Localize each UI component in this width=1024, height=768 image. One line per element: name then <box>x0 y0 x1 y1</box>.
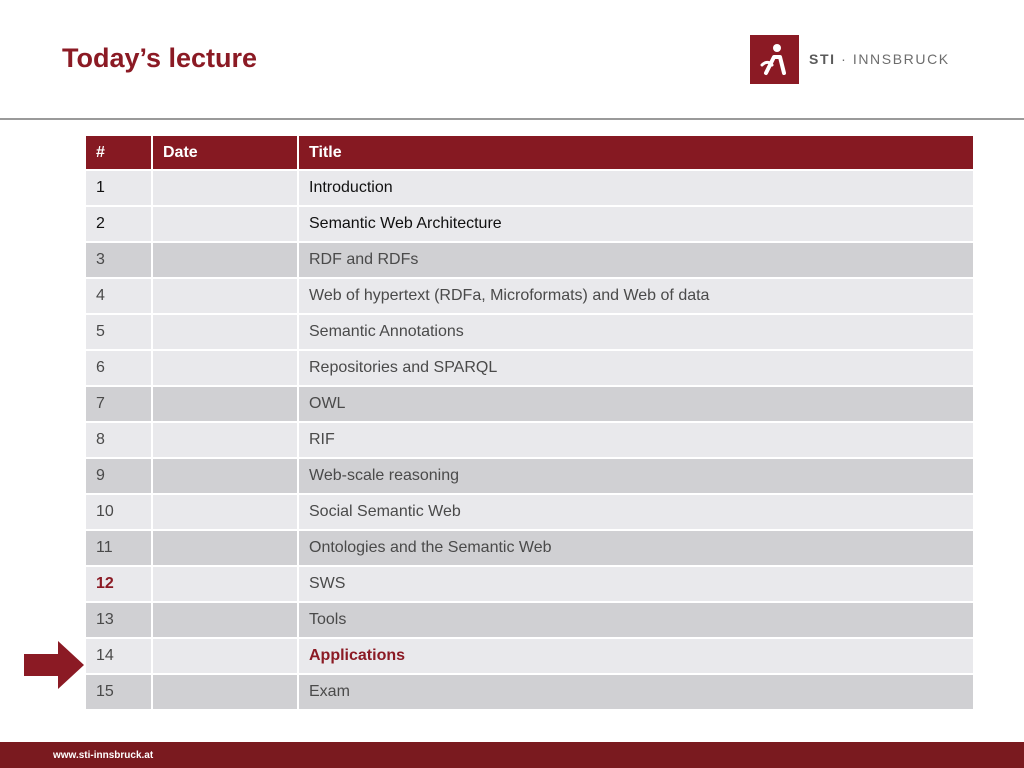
row-title: Web-scale reasoning <box>298 458 973 494</box>
table-row <box>86 278 973 314</box>
row-number: 9 <box>86 458 152 494</box>
row-number: 5 <box>86 314 152 350</box>
row-date <box>152 422 298 458</box>
row-title: Social Semantic Web <box>298 494 973 530</box>
row-date <box>152 170 298 206</box>
header-number: # <box>86 136 152 170</box>
row-date <box>152 242 298 278</box>
table-row <box>86 458 973 494</box>
table-row <box>86 242 973 278</box>
table-row <box>86 638 973 674</box>
row-title: Applications <box>298 638 973 674</box>
row-number: 3 <box>86 242 152 278</box>
row-title: SWS <box>298 566 973 602</box>
header-title: Title <box>298 136 973 170</box>
row-title: RIF <box>298 422 973 458</box>
logo-separator: · <box>841 51 848 67</box>
row-title: Web of hypertext (RDFa, Microformats) and Web of data <box>298 278 973 314</box>
row-date <box>152 674 298 709</box>
logo-text <box>809 51 950 67</box>
row-title: Exam <box>298 674 973 709</box>
table-row <box>86 530 973 566</box>
row-title: Semantic Annotations <box>298 314 973 350</box>
row-number: 14 <box>86 638 152 674</box>
table-row <box>86 602 973 638</box>
row-number: 11 <box>86 530 152 566</box>
table-row <box>86 170 973 206</box>
lecture-table <box>86 136 973 709</box>
table-row <box>86 386 973 422</box>
row-date <box>152 566 298 602</box>
header-divider <box>0 118 1024 120</box>
table-row <box>86 422 973 458</box>
table-row <box>86 350 973 386</box>
row-title: RDF and RDFs <box>298 242 973 278</box>
table-row <box>86 674 973 709</box>
slide-title: Today’s lecture <box>62 43 258 73</box>
row-title: Ontologies and the Semantic Web <box>298 530 973 566</box>
footer-bar <box>0 742 1024 768</box>
sti-innsbruck-logo <box>750 34 950 84</box>
right-arrow-icon <box>24 640 86 695</box>
row-number: 10 <box>86 494 152 530</box>
row-date <box>152 530 298 566</box>
row-date <box>152 278 298 314</box>
row-date <box>152 494 298 530</box>
row-number: 4 <box>86 278 152 314</box>
logo-brand: STI <box>809 51 836 67</box>
row-number: 15 <box>86 674 152 709</box>
row-number: 2 <box>86 206 152 242</box>
row-date <box>152 350 298 386</box>
logo-name: INNSBRUCK <box>852 51 950 67</box>
table-row <box>86 314 973 350</box>
table-row <box>86 494 973 530</box>
row-date <box>152 458 298 494</box>
row-number: 1 <box>86 170 152 206</box>
row-number: 13 <box>86 602 152 638</box>
footer-url[interactable]: www.sti-innsbruck.at <box>53 750 154 761</box>
row-title: Repositories and SPARQL <box>298 350 973 386</box>
row-title: OWL <box>298 386 973 422</box>
row-number: 12 <box>86 566 152 602</box>
header-date: Date <box>152 136 298 170</box>
row-date <box>152 386 298 422</box>
row-title: Tools <box>298 602 973 638</box>
row-title: Introduction <box>298 170 973 206</box>
sti-logo-icon <box>750 35 799 84</box>
table-row <box>86 566 973 602</box>
row-number: 8 <box>86 422 152 458</box>
row-date <box>152 638 298 674</box>
table-header-row <box>86 136 973 170</box>
row-number: 7 <box>86 386 152 422</box>
row-date <box>152 206 298 242</box>
row-date <box>152 602 298 638</box>
row-title: Semantic Web Architecture <box>298 206 973 242</box>
row-date <box>152 314 298 350</box>
row-number: 6 <box>86 350 152 386</box>
table-row <box>86 206 973 242</box>
